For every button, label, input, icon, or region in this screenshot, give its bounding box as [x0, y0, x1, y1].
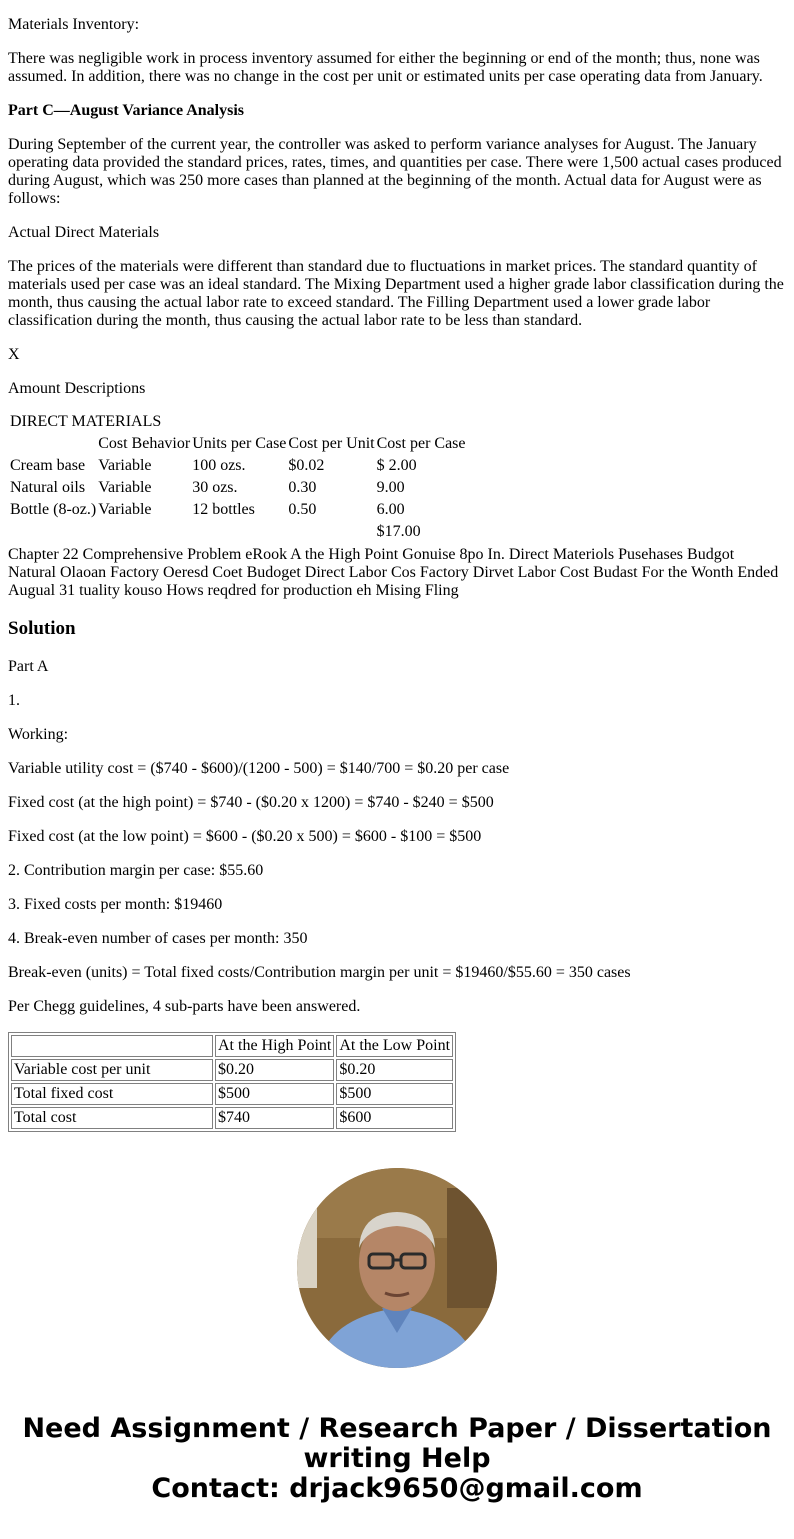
table-row — [11, 1107, 453, 1129]
breakeven-cases: 4. Break-even number of cases per month: 350 — [8, 930, 308, 947]
table-cell: $740 — [215, 1107, 334, 1129]
header-cell — [11, 1035, 213, 1057]
table-cell: 0.30 — [288, 479, 317, 496]
header-cell — [10, 434, 96, 454]
chegg-note: Per Chegg guidelines, 4 sub-parts have been answered. — [8, 998, 361, 1015]
header-cell: Cost per Case — [376, 435, 466, 452]
author-photo-container — [8, 1168, 786, 1368]
table-header-row — [10, 434, 466, 454]
promo-contact: Contact: drjack9650@gmail.com — [151, 1473, 643, 1504]
table-cell: Bottle (8-oz.) — [10, 501, 97, 518]
table-cell: Variable cost per unit — [11, 1059, 213, 1081]
fixed-cost-high: Fixed cost (at the high point) = $740 - ($0.20 x 1200) = $740 - $240 = $500 — [8, 794, 494, 811]
table-cell: Variable — [98, 501, 152, 518]
table-cell: Total cost — [11, 1107, 213, 1129]
wip-note: There was negligible work in process inventory assumed for either the beginning or end of the month; thus, none was assumed. In addition, there was no change in the cost per unit or estimated units per case operating data from January. — [8, 50, 763, 85]
total-cell: $17.00 — [376, 523, 421, 540]
working-label: Working: — [8, 726, 69, 743]
table-cell: Total fixed cost — [11, 1083, 213, 1105]
header-cell: Cost Behavior — [98, 435, 191, 452]
table-cell: 0.50 — [288, 501, 317, 518]
header-cell: Units per Case — [192, 435, 287, 452]
table-cell: $600 — [336, 1107, 453, 1129]
table-cell: $ 2.00 — [376, 457, 417, 474]
table-cell: Natural oils — [10, 479, 86, 496]
item-1-label: 1. — [8, 692, 20, 709]
prices-text: The prices of the materials were different than standard due to fluctuations in market prices. The standard quantity of materials used per case was an ideal standard. The Mixing Department used a higher grade labor classification during the month, thus causing the actual labor rate to exceed standard. The Filling Department used a lower grade labor classification during the month, thus causing the actual labor rate to be less than standard. — [8, 258, 784, 329]
table-cell: Variable — [98, 457, 152, 474]
author-photo — [297, 1168, 497, 1368]
table-cell: Variable — [98, 479, 152, 496]
table-row — [10, 456, 466, 476]
section-label: DIRECT MATERIALS — [10, 413, 162, 430]
table-cell: 30 ozs. — [192, 479, 238, 496]
table-cell: 9.00 — [376, 479, 405, 496]
part-c-heading: Part C—August Variance Analysis — [8, 102, 245, 119]
header-cell: At the Low Point — [336, 1035, 453, 1057]
fixed-costs-month: 3. Fixed costs per month: $19460 — [8, 896, 223, 913]
table-cell: $0.02 — [288, 457, 325, 474]
table-row — [10, 478, 466, 498]
promo-banner — [0, 1414, 794, 1504]
variable-utility-cost: Variable utility cost = ($740 - $600)/(1200 - 500) = $140/700 = $0.20 per case — [8, 760, 510, 777]
x-mark: X — [8, 346, 20, 363]
header-cell: Cost per Unit — [288, 435, 375, 452]
table-row — [11, 1059, 453, 1081]
materials-inventory-label: Materials Inventory: — [8, 16, 140, 33]
table-cell: Cream base — [10, 457, 86, 474]
table-cell: $0.20 — [215, 1059, 334, 1081]
promo-line-1: Need Assignment / Research Paper / Dissertation writing Help — [22, 1413, 772, 1474]
document-page — [0, 16, 794, 1368]
part-a-label: Part A — [8, 658, 49, 675]
table-cell: $0.20 — [336, 1059, 453, 1081]
solution-heading: Solution — [8, 618, 76, 639]
table-row — [10, 412, 466, 432]
cost-comparison-table — [8, 1032, 456, 1132]
table-cell: $500 — [336, 1083, 453, 1105]
amount-descriptions-label: Amount Descriptions — [8, 380, 146, 397]
contribution-margin: 2. Contribution margin per case: $55.60 — [8, 862, 264, 879]
header-cell: At the High Point — [215, 1035, 334, 1057]
breakeven-formula: Break-even (units) = Total fixed costs/Contribution margin per unit = $19460/$55.60 = 350 cases — [8, 964, 631, 981]
table-row — [11, 1083, 453, 1105]
table-cell: 6.00 — [376, 501, 405, 518]
table-header-row — [11, 1035, 453, 1057]
direct-materials-table — [8, 410, 468, 544]
actual-dm-label: Actual Direct Materials — [8, 224, 160, 241]
fixed-cost-low: Fixed cost (at the low point) = $600 - ($0.20 x 500) = $600 - $100 = $500 — [8, 828, 482, 845]
table-cell: 12 bottles — [192, 501, 255, 518]
ocr-text: Chapter 22 Comprehensive Problem eRook A the High Point Gonuise 8po In. Direct Materiols Pusehases Budgot Natural Olaoan Factory Oeresd Coet Budoget Direct Labor Cos Factory Dirvet Labor Cost Budast For the Wonth Ended Augual 31 tuality kouso Hows reqdred for production eh Mising Fling — [8, 546, 779, 599]
table-cell: $500 — [215, 1083, 334, 1105]
part-c-text: During September of the current year, the controller was asked to perform variance analyses for August. The January operating data provided the standard prices, rates, times, and quantities per case. There were 1,500 actual cases produced during August, which was 250 more cases than planned at the beginning of the month. Actual data for August were as follows: — [8, 136, 782, 207]
table-cell: 100 ozs. — [192, 457, 246, 474]
avatar — [297, 1168, 497, 1368]
table-row — [10, 500, 466, 520]
table-total-row — [10, 522, 466, 542]
